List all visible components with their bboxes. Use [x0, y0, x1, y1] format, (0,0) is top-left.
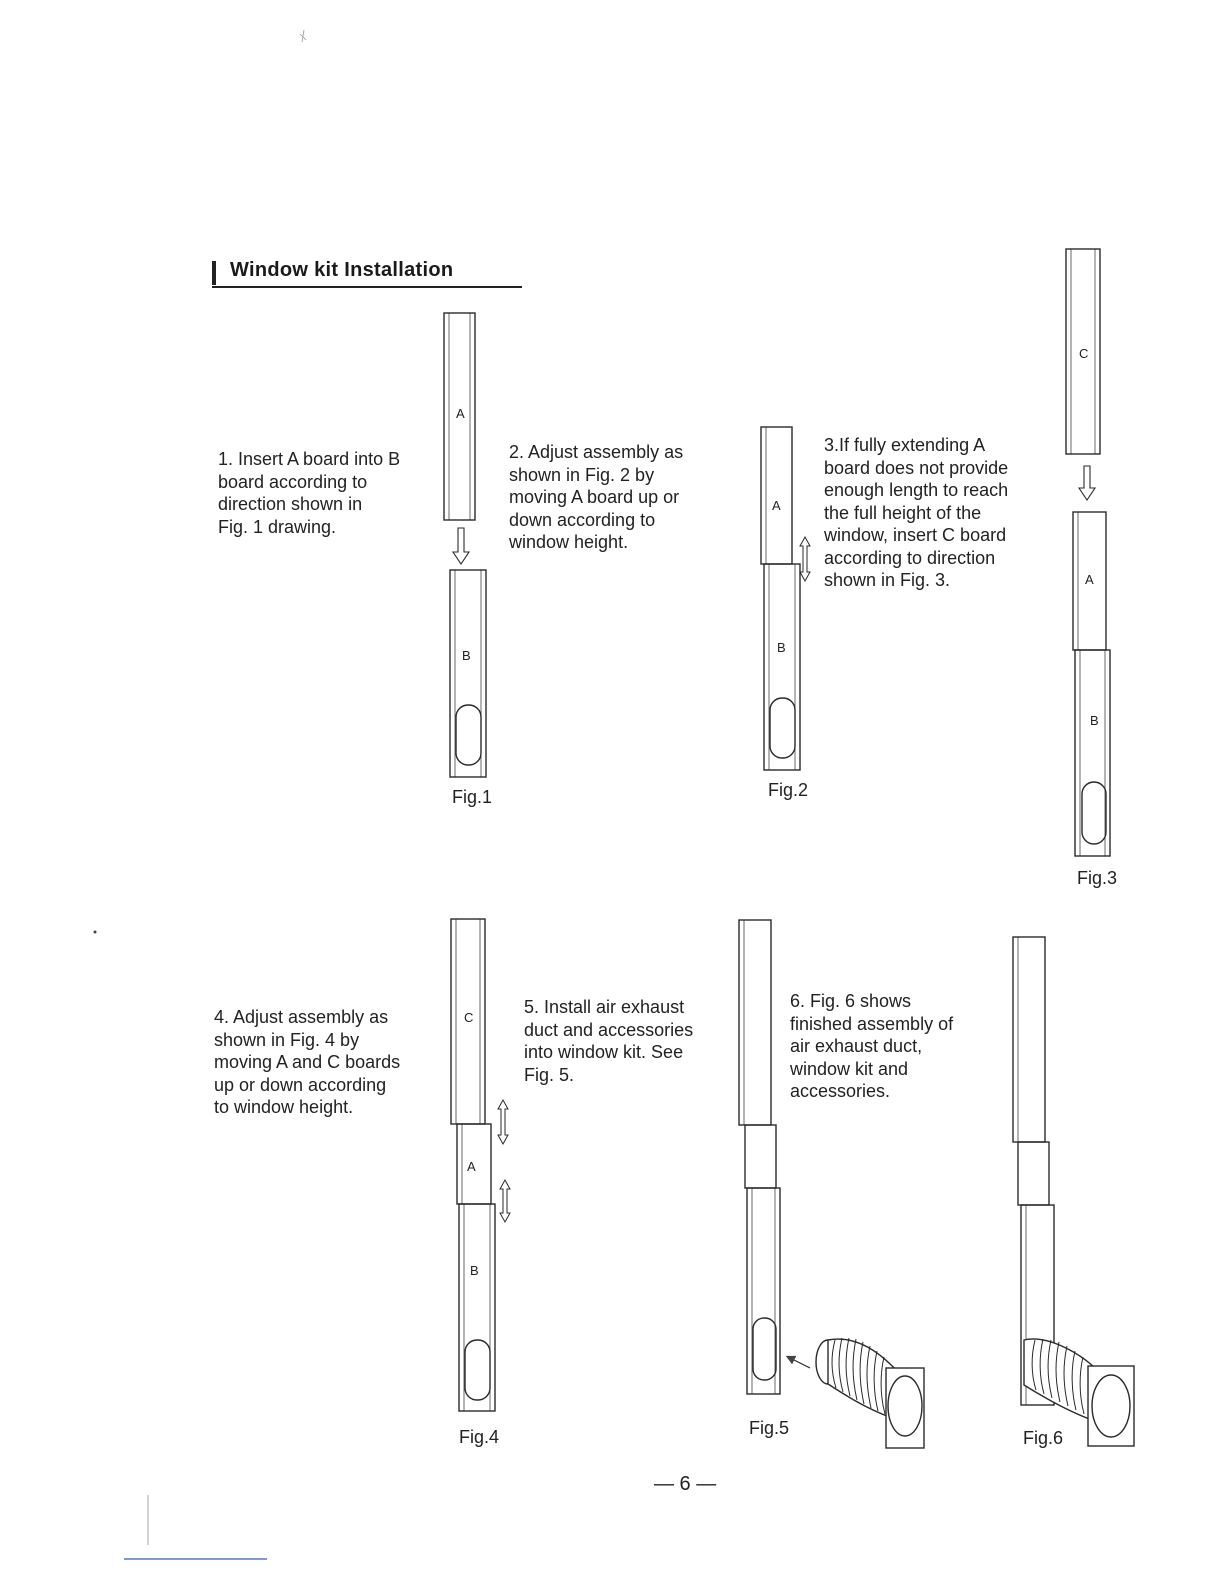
fig4-board-b	[459, 1204, 495, 1411]
fig4-board-a	[457, 1124, 491, 1204]
scan-dot	[94, 931, 97, 934]
step-1-text: 1. Insert A board into B board according to direction shown in Fig. 1 drawing.	[218, 449, 401, 537]
section-title-text: Window kit Installation	[230, 259, 454, 281]
scan-speck	[300, 30, 306, 42]
fig2-board-b	[764, 564, 800, 770]
page-number: — 6 —	[654, 1473, 717, 1495]
fig-2-caption: Fig.2	[768, 780, 809, 800]
fig3-board-c	[1066, 249, 1100, 454]
fig2-label-a: A	[772, 498, 781, 513]
fig6-window-kit	[1013, 937, 1054, 1405]
fig3-label-c: C	[1079, 346, 1089, 361]
fig4-updown-arrow-lower	[500, 1180, 510, 1222]
fig-2-drawing	[761, 427, 810, 770]
step-3-text: 3.If fully extending A board does not provide enough length to reach the full height of the window, insert C board according to direction shown in Fig. 3.	[824, 435, 1009, 590]
fig-4-drawing	[451, 919, 510, 1411]
fig3-board-b	[1075, 650, 1110, 856]
fig-1-caption: Fig.1	[452, 787, 493, 807]
fig4-label-a: A	[467, 1159, 476, 1174]
fig3-label-a: A	[1085, 572, 1094, 587]
fig-6-caption: Fig.6	[1023, 1428, 1064, 1448]
fig-5-drawing	[739, 920, 924, 1448]
fig4-updown-arrow-upper	[498, 1100, 508, 1144]
step-6-text: 6. Fig. 6 shows finished assembly of air exhaust duct, window kit and accessories.	[790, 991, 954, 1101]
fig2-label-b: B	[777, 640, 786, 655]
fig4-label-c: C	[464, 1010, 474, 1025]
fig3-board-a	[1073, 512, 1106, 650]
fig1-label-b: B	[462, 648, 471, 663]
fig5-window-kit	[739, 920, 780, 1394]
fig4-label-b: B	[470, 1263, 479, 1278]
step-5-text: 5. Install air exhaust duct and accessories into window kit. See Fig. 5.	[524, 997, 694, 1085]
fig1-board-a	[444, 313, 475, 520]
fig6-exhaust-duct	[1024, 1339, 1134, 1446]
fig1-down-arrow	[453, 528, 469, 564]
fig-3-drawing	[1066, 249, 1110, 856]
fig3-label-b: B	[1090, 713, 1099, 728]
fig-3-caption: Fig.3	[1077, 868, 1118, 888]
fig-4-caption: Fig.4	[459, 1427, 500, 1447]
fig-5-caption: Fig.5	[749, 1418, 790, 1438]
fig1-board-b	[450, 570, 486, 777]
fig5-insert-arrow	[790, 1358, 810, 1368]
fig-1-drawing	[444, 313, 486, 777]
fig-6-drawing	[1013, 937, 1134, 1446]
step-4-text: 4. Adjust assembly as shown in Fig. 4 by moving A and C boards up or down according to window height.	[214, 1007, 401, 1117]
fig3-down-arrow	[1079, 466, 1095, 500]
fig5-exhaust-duct	[816, 1338, 924, 1448]
fig4-board-c	[451, 919, 485, 1124]
step-2-text: 2. Adjust assembly as shown in Fig. 2 by moving A board up or down according to window height.	[509, 442, 684, 552]
fig2-board-a	[761, 427, 792, 564]
fig1-label-a: A	[456, 406, 465, 421]
fig2-updown-arrow	[800, 537, 810, 581]
